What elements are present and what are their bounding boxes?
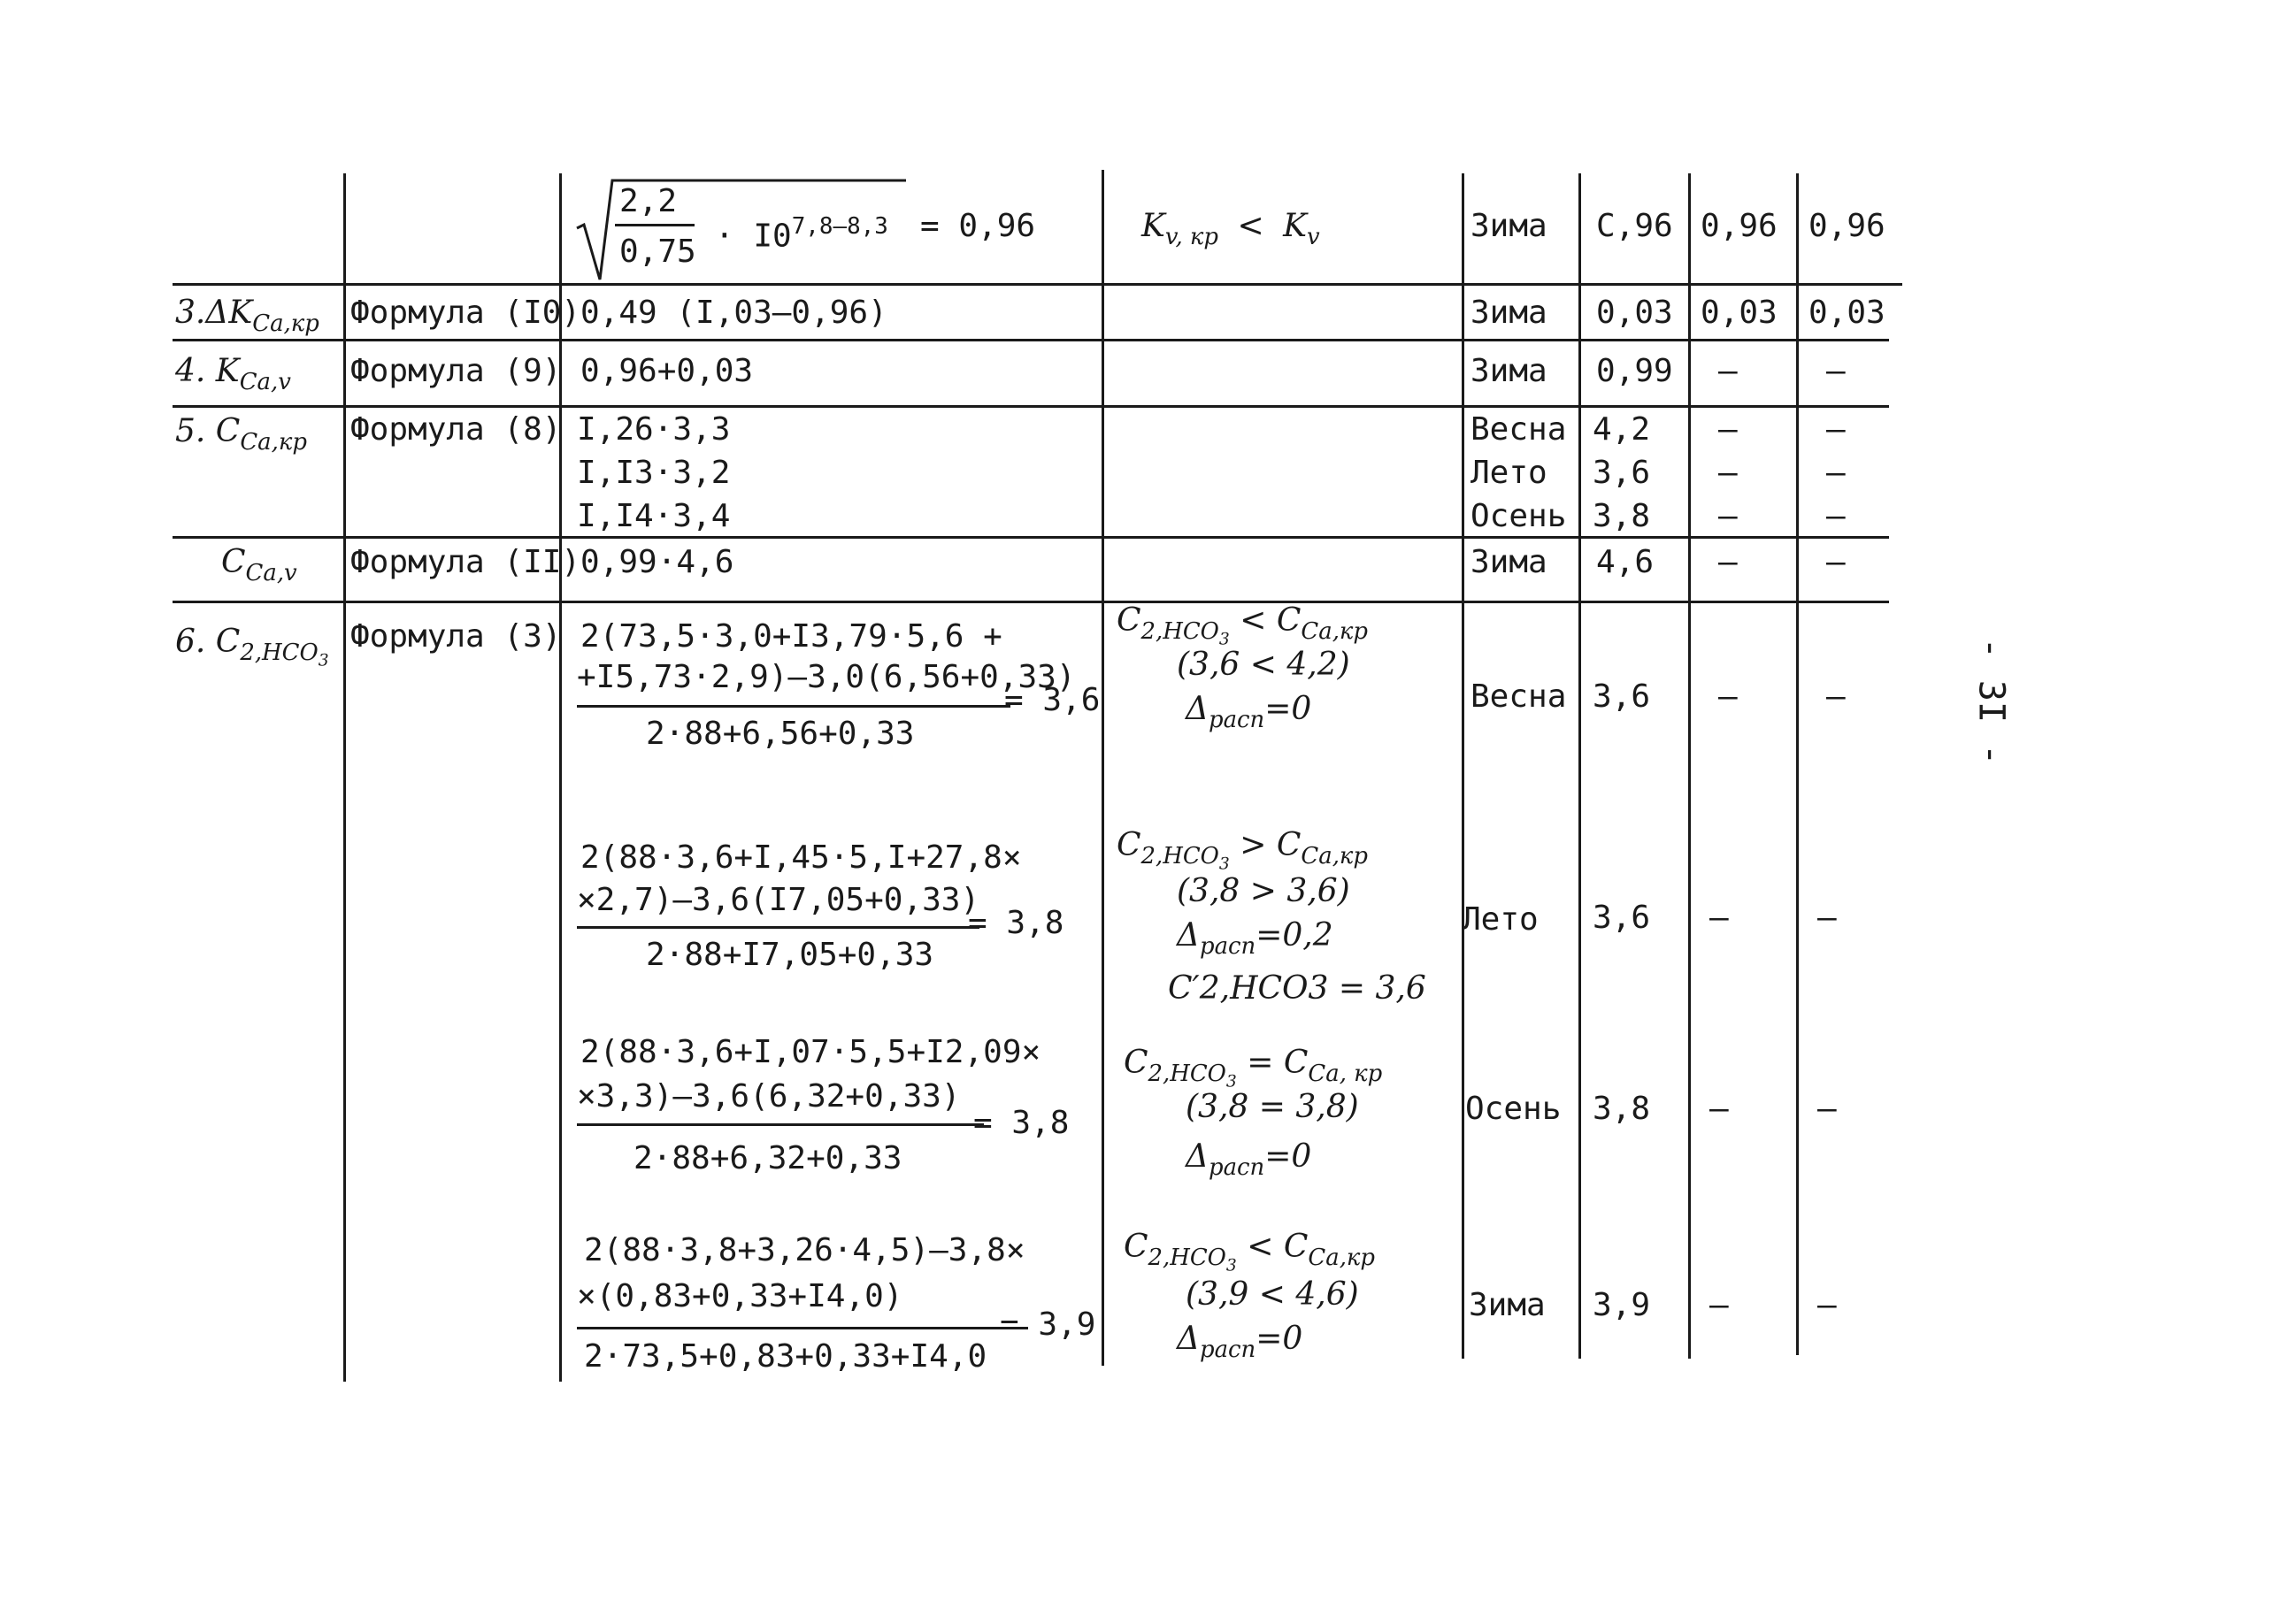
r1-v2: 0,96 — [1701, 208, 1778, 244]
r5-formula: 0,99·4,6 — [580, 544, 734, 580]
r4-v2-2: – — [1718, 455, 1738, 491]
r4-v1-3: 3,8 — [1593, 498, 1651, 534]
r6b3-cond-2: (3,8 = 3,8) — [1186, 1089, 1359, 1125]
col-rule-4 — [1462, 173, 1464, 1359]
r5-season: Зима — [1471, 544, 1547, 580]
r1-condition: $K_{v, кр} < K_v$ — [1141, 208, 1320, 251]
r2-label: $3.\Delta K_{Ca,кр}$ — [175, 295, 319, 338]
r6b4-season: Зима — [1469, 1287, 1546, 1323]
r4-v2-3: – — [1718, 498, 1738, 534]
r3-season: Зима — [1471, 353, 1547, 389]
r3-method: Формула (9) — [350, 353, 562, 389]
r6b3-den: 2·88+6,32+0,33 — [634, 1140, 902, 1176]
r6b4-cond-2: (3,9 < 4,6) — [1186, 1276, 1359, 1313]
r4-season-3: Осень — [1471, 498, 1567, 534]
r4-v3-1: – — [1826, 411, 1846, 448]
r6b4-frac-line — [577, 1327, 1028, 1329]
r6b2-v2: – — [1709, 900, 1729, 936]
r6b1-num-2: +I5,73·2,9)–3,0(6,56+0,33) — [577, 659, 1076, 695]
r6b4-v3: – — [1817, 1287, 1837, 1323]
r1-formula-rest: · $I0^{7,8-8,3}$ — [715, 213, 888, 255]
r4-v3-3: – — [1826, 498, 1846, 534]
r1-frac-den: 0,75 — [619, 234, 696, 270]
col-rule-6 — [1688, 173, 1691, 1359]
r1-v3: 0,96 — [1808, 208, 1885, 244]
row-rule-2 — [173, 339, 1889, 341]
r6b1-cond-2: (3,6 < 4,2) — [1177, 647, 1350, 683]
r6b4-cond-3: $\Delta_{расп}=0$ — [1177, 1321, 1303, 1364]
r1-result: = 0,96 — [920, 208, 1036, 244]
r6b4-result: = 3,9 — [1000, 1306, 1096, 1343]
r4-formula-3: I,I4·3,4 — [577, 498, 731, 534]
r6b1-v3: – — [1826, 678, 1846, 715]
page-number: - 3I - — [1970, 637, 2012, 766]
r3-v2: – — [1718, 353, 1738, 389]
r6b1-v1: 3,6 — [1593, 678, 1651, 715]
r3-v1: 0,99 — [1596, 353, 1673, 389]
r4-formula-1: I,26·3,3 — [577, 411, 731, 448]
row-rule-4 — [173, 536, 1889, 539]
r2-formula: 0,49 (I,03–0,96) — [580, 295, 887, 331]
r6b2-cond-2: (3,8 > 3,6) — [1177, 873, 1350, 909]
r5-label: $C_{Ca,v}$ — [221, 544, 297, 587]
col-rule-3 — [1102, 170, 1104, 1366]
r4-v3-2: – — [1826, 455, 1846, 491]
r6b2-frac-line — [577, 926, 979, 929]
r6b1-result: = 3,6 — [1004, 682, 1101, 718]
r6b2-cond-1: $C_{2,HCO_3} > C_{Ca,кр}$ — [1117, 827, 1368, 874]
r6b4-num-1: 2(88·3,8+3,26·4,5)–3,8× — [584, 1232, 1025, 1268]
r6b2-v1: 3,6 — [1593, 900, 1651, 936]
r4-formula-2: I,I3·3,2 — [577, 455, 731, 491]
r5-method: Формула (II) — [350, 544, 581, 580]
r6b4-v2: – — [1709, 1287, 1729, 1323]
r4-v2-1: – — [1718, 411, 1738, 448]
r6b2-cond-4: C′2,HCO3 = 3,6 — [1168, 970, 1426, 1007]
r1-season: Зима — [1471, 208, 1547, 244]
r1-frac-num: 2,2 — [619, 183, 678, 219]
r6b3-v3: – — [1817, 1091, 1837, 1127]
r6b2-num-2: ×2,7)–3,6(I7,05+0,33) — [577, 882, 980, 918]
r5-v3: – — [1826, 544, 1846, 580]
r6b4-v1: 3,9 — [1593, 1287, 1651, 1323]
r6b3-num-2: ×3,3)–3,6(6,32+0,33) — [577, 1078, 961, 1115]
r6b3-cond-3: $\Delta_{расп}=0$ — [1186, 1138, 1312, 1182]
r3-label: 4. $K_{Ca,v}$ — [175, 353, 291, 396]
r6b4-den: 2·73,5+0,83+0,33+I4,0 — [584, 1338, 987, 1375]
r6b4-num-2: ×(0,83+0,33+I4,0) — [577, 1278, 903, 1314]
r6-label: 6. $C_{2,HCO_3}$ — [175, 624, 329, 670]
r6b3-season: Осень — [1465, 1091, 1562, 1127]
r4-season-1: Весна — [1471, 411, 1567, 448]
r6b1-v2: – — [1718, 678, 1738, 715]
r6b3-v2: – — [1709, 1091, 1729, 1127]
r6b1-season: Весна — [1471, 678, 1567, 715]
col-rule-7 — [1796, 173, 1799, 1355]
r3-formula: 0,96+0,03 — [580, 353, 754, 389]
r1-frac-line — [615, 224, 695, 226]
r2-season: Зима — [1471, 295, 1547, 331]
r6b2-den: 2·88+I7,05+0,33 — [646, 937, 934, 973]
r6b1-cond-1: $C_{2,HCO_3} < C_{Ca,кр}$ — [1117, 602, 1368, 649]
r4-season-2: Лето — [1471, 455, 1547, 491]
r6b3-result: = 3,8 — [973, 1105, 1070, 1141]
r6b3-cond-1: $C_{2,HCO_3} = C_{Ca, кр}$ — [1124, 1045, 1383, 1092]
r6b1-cond-3: $\Delta_{расп}=0$ — [1186, 691, 1312, 734]
r6b1-den: 2·88+6,56+0,33 — [646, 716, 915, 752]
r4-method: Формула (8) — [350, 411, 562, 448]
r6b2-num-1: 2(88·3,6+I,45·5,I+27,8× — [580, 839, 1022, 876]
r6-method: Формула (3) — [350, 618, 562, 655]
col-rule-1 — [343, 173, 346, 1382]
r6b1-num-1: 2(73,5·3,0+I3,79·5,6 + — [580, 618, 1002, 655]
r4-v1-1: 4,2 — [1593, 411, 1651, 448]
r4-v1-2: 3,6 — [1593, 455, 1651, 491]
row-rule-1 — [173, 283, 1902, 286]
row-rule-5 — [173, 601, 1889, 603]
r2-v1: 0,03 — [1596, 295, 1673, 331]
r6b3-v1: 3,8 — [1593, 1091, 1651, 1127]
col-rule-5 — [1578, 173, 1581, 1359]
r6b2-v3: – — [1817, 900, 1837, 936]
r5-v2: – — [1718, 544, 1738, 580]
r6b1-frac-line — [577, 705, 1010, 708]
r6b4-cond-1: $C_{2,HCO_3} < C_{Ca,кр}$ — [1124, 1229, 1375, 1275]
r6b2-season: Лето — [1462, 901, 1539, 938]
r6b2-result: = 3,8 — [968, 905, 1064, 941]
r6b3-frac-line — [577, 1123, 984, 1126]
r2-method: Формула (I0) — [350, 295, 581, 331]
r5-v1: 4,6 — [1596, 544, 1655, 580]
r6b2-cond-3: $\Delta_{расп}=0,2$ — [1177, 917, 1333, 961]
r2-v3: 0,03 — [1808, 295, 1885, 331]
row-rule-3 — [173, 405, 1889, 408]
r2-v2: 0,03 — [1701, 295, 1778, 331]
r1-v1: С,96 — [1596, 208, 1673, 244]
r6b3-num-1: 2(88·3,6+I,07·5,5+I2,09× — [580, 1034, 1041, 1070]
r4-label: 5. $C_{Ca,кр}$ — [175, 413, 307, 456]
r3-v3: – — [1826, 353, 1846, 389]
